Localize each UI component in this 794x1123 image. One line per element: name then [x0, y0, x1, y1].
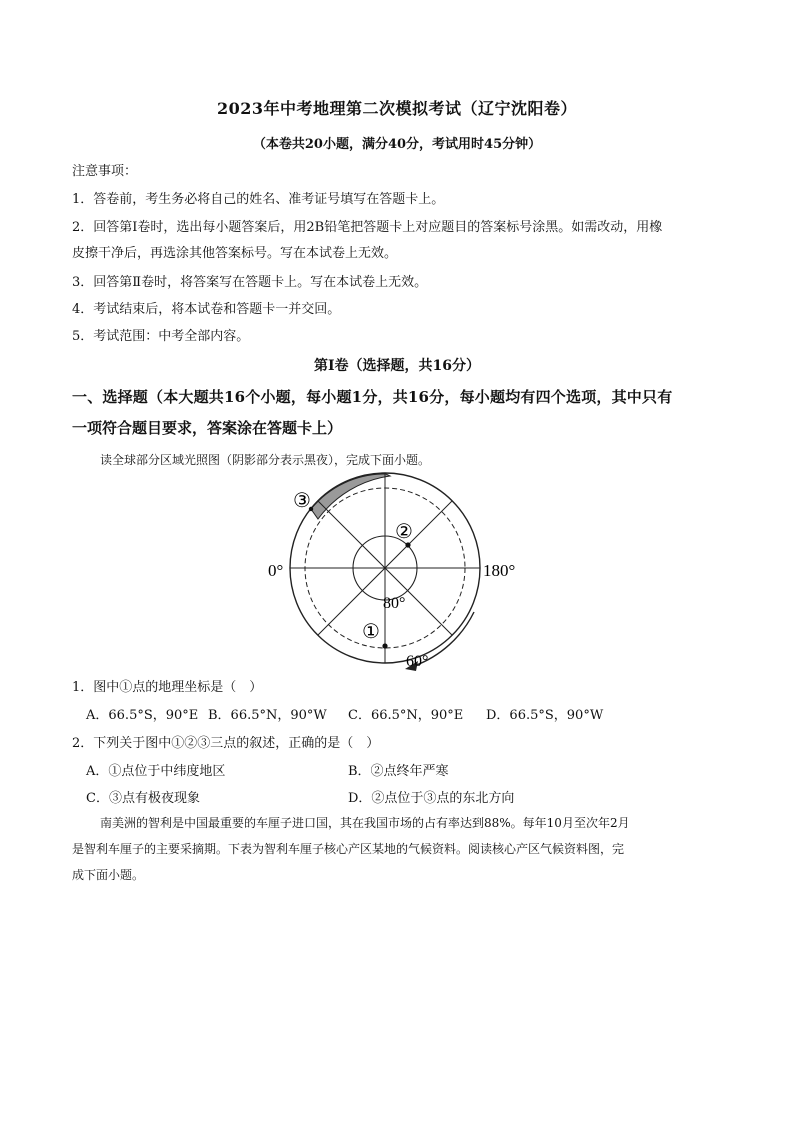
page-subtitle: （本卷共20小题，满分40分，考试用时45分钟）: [252, 137, 542, 152]
q1-option-c[interactable]: C．66.5°N，90°E: [348, 708, 464, 723]
notice-heading: 注意事项：: [72, 164, 138, 179]
intro-2-line-3: 成下面小题。: [72, 868, 145, 882]
notice-item: 2．回答第Ⅰ卷时，选出每小题答案后，用2B铅笔把答题卡上对应题目的答案标号涂黑。如需改动，用橡: [72, 220, 663, 235]
notice-item: 3．回答第Ⅱ卷时，将答案写在答题卡上。写在本试卷上无效。: [72, 275, 428, 290]
section-heading: 一、选择题（本大题共16个小题，每小题1分，共16分，每小题均有四个选项，其中只有: [72, 388, 673, 406]
q1-option-b[interactable]: B．66.5°N，90°W: [208, 708, 327, 723]
q1-option-a[interactable]: A．66.5°S，90°E: [86, 708, 199, 723]
notice-item: 5．考试范围：中考全部内容。: [72, 329, 250, 344]
label-80-deg: 80°: [383, 595, 406, 612]
q1-option-d[interactable]: D．66.5°S，90°W: [486, 708, 604, 723]
question-2-stem: 2．下列关于图中①②③三点的叙述，正确的是（ ）: [72, 736, 380, 751]
part-title: 第Ⅰ卷（选择题，共16分）: [313, 358, 481, 374]
notice-item: 4．考试结束后，将本试卷和答题卡一并交回。: [72, 302, 341, 317]
question-1-stem: 1．图中①点的地理坐标是（ ）: [72, 680, 263, 695]
point-1-dot: [382, 643, 387, 648]
section-heading-cont: 一项符合题目要求，答案涂在答题卡上）: [72, 419, 343, 437]
notice-item: 皮擦干净后，再选涂其他答案标号。写在本试卷上无效。: [72, 246, 398, 261]
polar-illumination-diagram: [262, 470, 542, 680]
question-intro-2: [72, 810, 732, 888]
label-180-deg: 180°: [483, 561, 516, 580]
question-intro: 读全球部分区域光照图（阴影部分表示黑夜），完成下面小题。: [100, 453, 431, 467]
q2-option-c[interactable]: C．③点有极夜现象: [86, 791, 200, 806]
intro-2-line-2: 是智利车厘子的主要采摘期。下表为智利车厘子核心产区某地的气候资料。阅读核心产区气候资料图，完: [72, 842, 625, 856]
q2-option-a[interactable]: A．①点位于中纬度地区: [86, 764, 226, 779]
point-3-label: ③: [293, 488, 311, 512]
point-2-dot: [405, 542, 410, 547]
page-title: 2023年中考地理第二次模拟考试（辽宁沈阳卷）: [216, 99, 578, 118]
notice-item: 1．答卷前，考生务必将自己的姓名、准考证号填写在答题卡上。: [72, 192, 445, 207]
label-0-deg: 0°: [268, 561, 284, 580]
q2-option-b[interactable]: B．②点终年严寒: [348, 764, 449, 779]
q2-option-d[interactable]: D．②点位于③点的东北方向: [348, 791, 515, 806]
point-2-label: ②: [395, 519, 413, 543]
point-1-label: ①: [362, 619, 380, 643]
label-60-deg: 60°: [406, 653, 429, 670]
intro-2-line-1: 南美洲的智利是中国最重要的车厘子进口国，其在我国市场的占有率达到88%。每年10月至次年2月: [100, 816, 630, 830]
